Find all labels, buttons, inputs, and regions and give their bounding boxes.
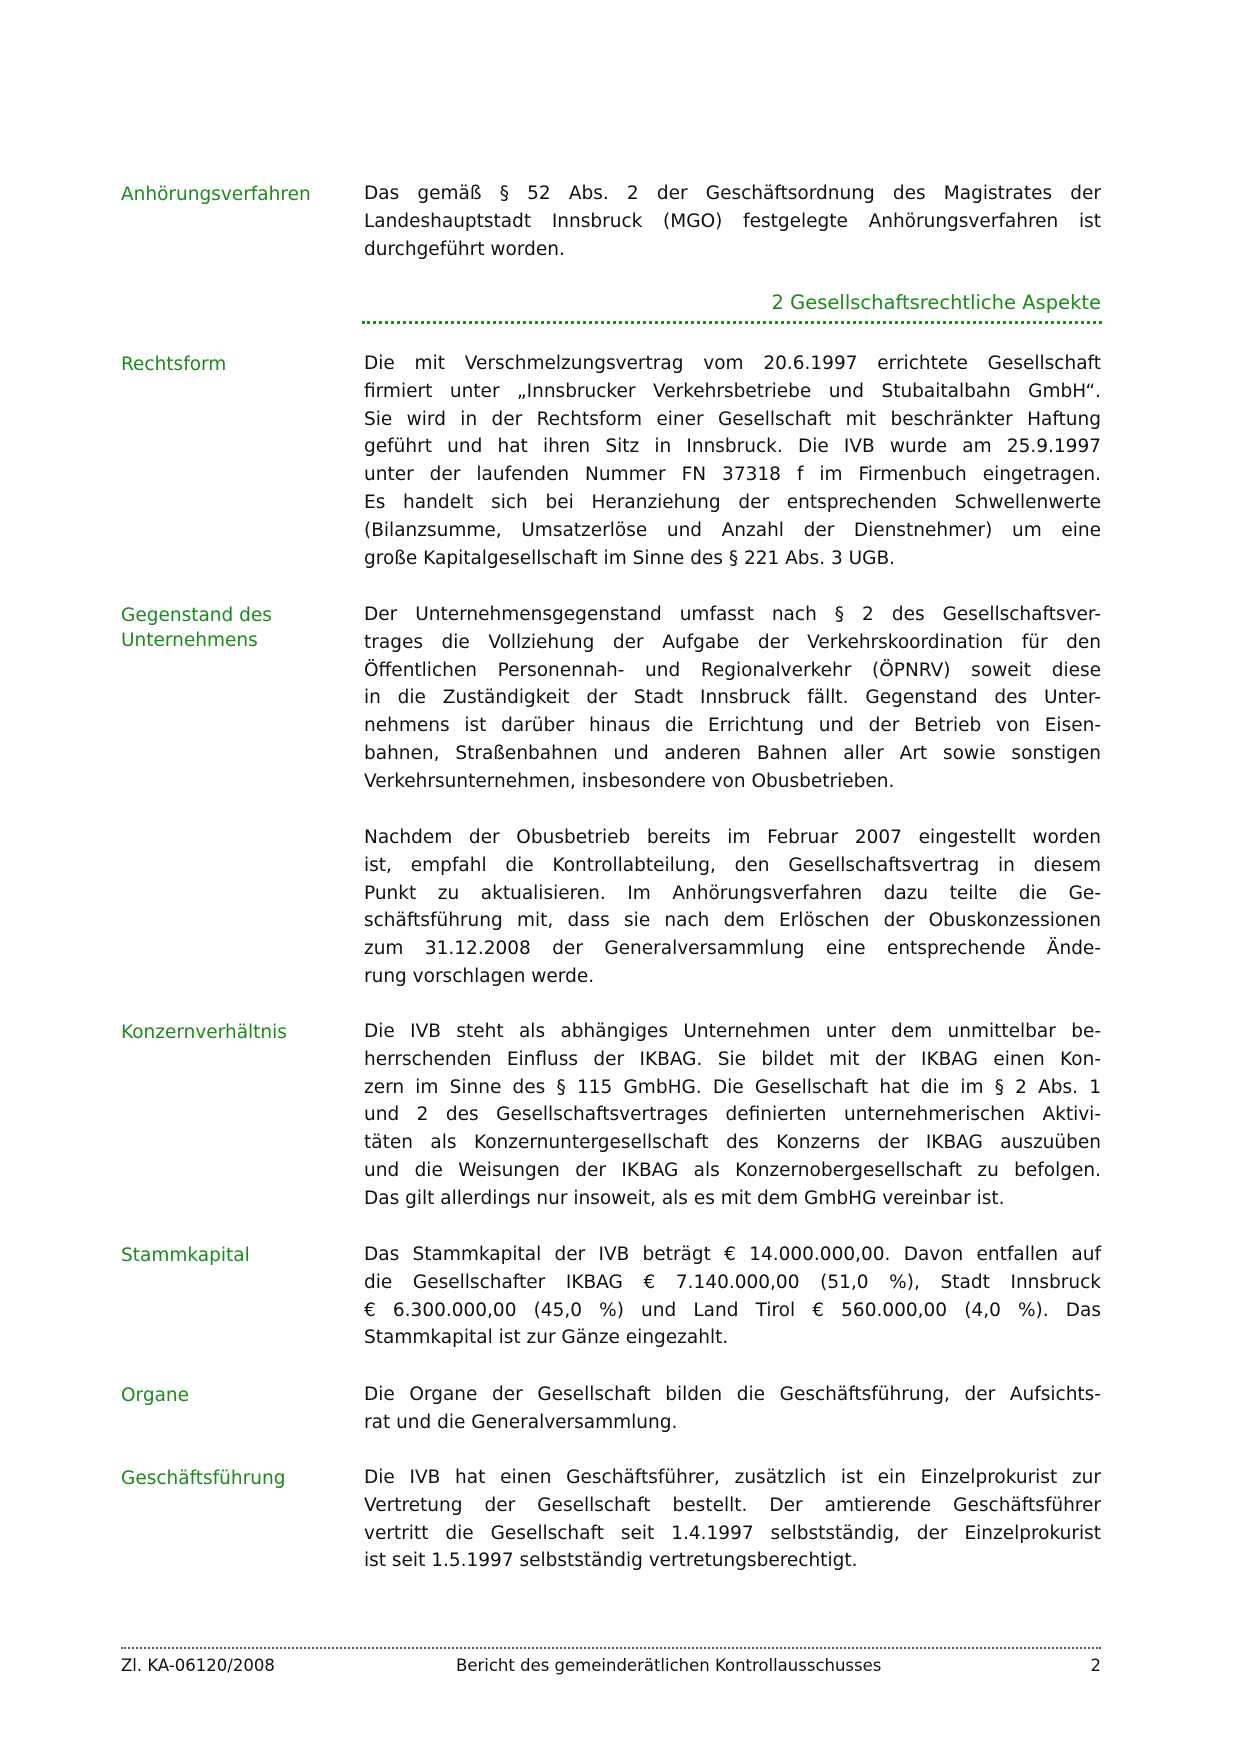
text-line: täten als Konzernuntergesellschaft des Konzerns der IKBAG auszuüben xyxy=(364,1132,1101,1154)
text-line: € 6.300.000,00 (45,0 %) und Land Tirol € 560.000,00 (4,0 %). Das xyxy=(364,1299,1101,1321)
text-line: Der Unternehmensgegenstand umfasst nach § 2 des Gesellschaftsver- xyxy=(364,604,1101,625)
text-line: Vertretung der Gesellschaft bestellt. Der amtierende Geschäftsführer xyxy=(364,1494,1101,1516)
text-line: unter der laufenden Nummer FN 37318 f im Firmenbuch eingetragen. xyxy=(364,464,1101,486)
side-label: Geschäftsführung xyxy=(121,1468,286,1489)
text-line: Nachdem der Obusbetrieb bereits im Februar 2007 eingestellt worden xyxy=(364,827,1101,848)
body-paragraph xyxy=(364,1464,1101,1575)
text-line: vertritt die Gesellschaft seit 1.4.1997 selbstständig, der Einzelprokurist xyxy=(364,1522,1101,1544)
text-line: große Kapitalgesellschaft im Sinne des § 221 Abs. 3 UGB. xyxy=(364,547,896,569)
text-line: rung vorschlagen werde. xyxy=(364,965,595,987)
text-line: firmiert unter „Innsbrucker Verkehrsbetriebe und Stubaitalbahn GmbH“. xyxy=(364,380,1101,402)
text-line: Das gemäß § 52 Abs. 2 der Geschäftsordnung des Magistrates der xyxy=(364,183,1101,204)
text-line: Stammkapital ist zur Gänze eingezahlt. xyxy=(364,1327,729,1349)
text-line: die Gesellschafter IKBAG € 7.140.000,00 (51,0 %), Stadt Innsbruck xyxy=(364,1271,1101,1293)
text-line: Punkt zu aktualisieren. Im Anhörungsverfahren dazu teilte die Ge- xyxy=(364,882,1101,904)
text-line: Die mit Verschmelzungsvertrag vom 20.6.1997 errichtete Gesellschaft xyxy=(364,353,1101,374)
text-line: rat und die Generalversammlung. xyxy=(364,1411,678,1433)
text-line: nehmens ist darüber hinaus die Errichtung und der Betrieb von Eisen- xyxy=(364,715,1101,737)
side-label: Gegenstand des Unternehmens xyxy=(121,605,272,651)
side-label: Rechtsform xyxy=(121,354,227,375)
text-line: (Bilanzsumme, Umsatzerlöse und Anzahl der Dienstnehmer) um eine xyxy=(364,519,1101,541)
text-line: und die Weisungen der IKBAG als Konzernobergesellschaft zu befolgen. xyxy=(364,1159,1101,1181)
body-paragraph xyxy=(364,1241,1101,1352)
text-line: durchgeführt worden. xyxy=(364,238,565,260)
heading-divider xyxy=(362,321,1102,324)
text-line: schäftsführung mit, dass sie nach dem Erlöschen der Obuskonzessionen xyxy=(364,910,1101,932)
text-line: trages die Vollziehung der Aufgabe der Verkehrskoordination für den xyxy=(364,631,1101,653)
text-line: und 2 des Gesellschaftsvertrages definierten unternehmerischen Aktivi- xyxy=(364,1104,1101,1126)
text-line: geführt und hat ihren Sitz in Innsbruck. Die IVB wurde am 25.9.1997 xyxy=(364,436,1101,458)
text-line: Das gilt allerdings nur insoweit, als es mit dem GmbHG vereinbar ist. xyxy=(364,1187,1005,1209)
side-label: Anhörungsverfahren xyxy=(121,184,311,205)
text-line: bahnen, Straßenbahnen und anderen Bahnen aller Art sowie sonstigen xyxy=(364,742,1101,764)
text-line: Die Organe der Gesellschaft bilden die Geschäftsführung, der Aufsichts- xyxy=(364,1384,1101,1405)
text-line: Sie wird in der Rechtsform einer Gesellschaft mit beschränkter Haftung xyxy=(364,408,1101,430)
text-line: ist seit 1.5.1997 selbstständig vertretungsberechtigt. xyxy=(364,1550,858,1572)
body-paragraph xyxy=(364,1018,1101,1213)
text-line: Verkehrsunternehmen, insbesondere von Obusbetrieben. xyxy=(364,770,895,792)
footer-reference: Zl. KA-06120/2008 xyxy=(121,1656,275,1675)
body-paragraph xyxy=(364,601,1101,796)
footer-title: Bericht des gemeinderätlichen Kontrollausschusses xyxy=(456,1656,882,1675)
text-line: Das Stammkapital der IVB beträgt € 14.000.000,00. Davon entfallen auf xyxy=(364,1244,1101,1265)
section-heading: 2 Gesellschaftsrechtliche Aspekte xyxy=(771,291,1101,314)
text-line: zum 31.12.2008 der Generalversammlung eine entsprechende Ände- xyxy=(364,938,1101,960)
body-paragraph xyxy=(364,824,1101,991)
side-label: Konzernverhältnis xyxy=(121,1022,287,1043)
side-label: Stammkapital xyxy=(121,1245,250,1266)
side-label: Organe xyxy=(121,1385,190,1406)
text-line: in die Zuständigkeit der Stadt Innsbruck fällt. Gegenstand des Unter- xyxy=(364,687,1101,709)
text-line: herrschenden Einfluss der IKBAG. Sie bildet mit der IKBAG einen Kon- xyxy=(364,1048,1101,1070)
body-paragraph xyxy=(364,180,1101,263)
text-line: Die IVB hat einen Geschäftsführer, zusätzlich ist ein Einzelprokurist zur xyxy=(364,1467,1101,1488)
text-line: Landeshauptstadt Innsbruck (MGO) festgelegte Anhörungsverfahren ist xyxy=(364,210,1101,232)
footer-divider xyxy=(121,1647,1101,1649)
body-paragraph xyxy=(364,350,1101,572)
text-line: Es handelt sich bei Heranziehung der entsprechenden Schwellenwerte xyxy=(364,491,1101,513)
text-line: ist, empfahl die Kontrollabteilung, den Gesellschaftsvertrag in diesem xyxy=(364,854,1101,876)
body-paragraph xyxy=(364,1381,1101,1437)
text-line: zern im Sinne des § 115 GmbHG. Die Gesellschaft hat die im § 2 Abs. 1 xyxy=(364,1076,1101,1098)
text-line: Die IVB steht als abhängiges Unternehmen unter dem unmittelbar be- xyxy=(364,1021,1101,1042)
page-number: 2 xyxy=(1090,1656,1101,1675)
text-line: Öffentlichen Personennah- und Regionalverkehr (ÖPNRV) soweit diese xyxy=(364,659,1101,681)
